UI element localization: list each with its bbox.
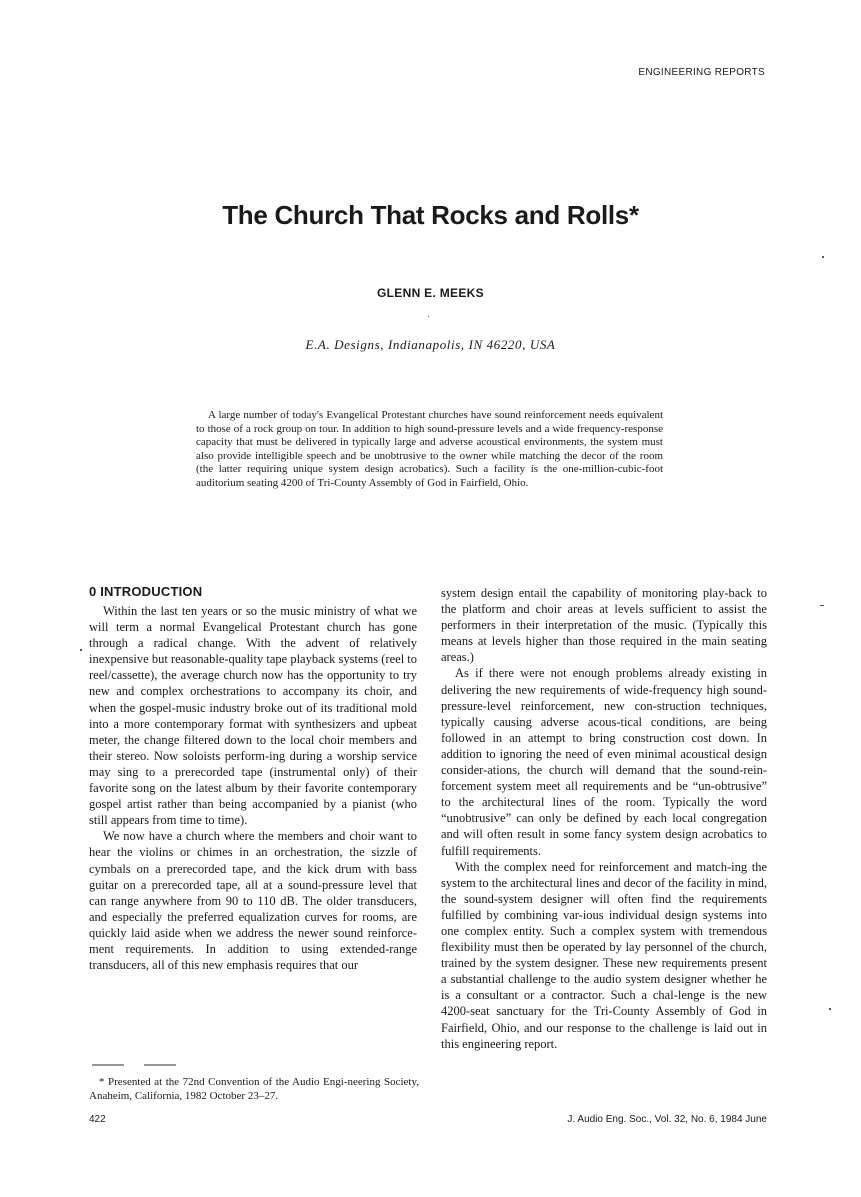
abstract-text: A large number of today's Evangelical Protestant churches have sound reinforcement needs equivalent to those of a rock group on tour. In addition to high sound-pressure levels and a wide frequency-response capacity that must be delivered in typically large and adverse acoustical environments, the system must also provide intelligible speech and be unobtrusive to the owner while matching the decor of the room (the latter requiring unique system design acrobatics). Such a facility is the one-million-cubic-foot auditorium seating 4200 of Tri-County Assembly of God in Fairfield, Ohio.	[196, 409, 663, 489]
paragraph: With the complex need for reinforcement and match-ing the system to the architectural lines and decor of the facility in mind, the sound-system designer will often find the requirements fulfilled by combining var-ious individual design systems into one complex entity. Such a complex system with tremendous flexibility must then be operated by lay personnel of the church, trained by the system designer. These new requirements present a substantial challenge to the audio system designer whether he is a consultant or a contractor. Such a chal-lenge is the new 4200-seat sanctuary for the Tri-County Assembly of God in Fairfield, Ohio, and our response to the challenge is laid out in this engineering report.	[441, 859, 767, 1051]
scan-speck	[822, 256, 824, 258]
abstract	[196, 409, 663, 491]
scan-speck	[80, 649, 82, 651]
paragraph: system design entail the capability of monitoring play-back to the platform and choir areas at levels sufficient to assist the performers in their interpretation of the music. (Typically this means at levels higher than those required in the main seating areas.)	[441, 586, 767, 665]
scan-speck	[829, 1008, 831, 1010]
author-affiliation: E.A. Designs, Indianapolis, IN 46220, USA	[305, 337, 556, 352]
scan-speck	[428, 316, 429, 317]
scan-speck	[820, 605, 824, 606]
paper-title: The Church That Rocks and Rolls*	[222, 200, 639, 230]
paragraph: Within the last ten years or so the music ministry of what we will term a normal Evangelical Protestant church has gone through a radical change. With the advent of relatively inexpensive but reasonable-quality tape playback systems (reel to reel/cassette), the average church now has the opportunity to try new and complex orchestrations to accompany its choir, and when the gospel-music industry broke out of its traditional mold into a more contemporary format with synthesizers and upbeat meter, the change filtered down to the local choir members and their stereo. Now soloists perform-ing during a worship service may sing to a prerecorded tape (instrumental only) of their favorite song on the latest album by their favorite contemporary gospel artist rather than being accompanied by a pianist (who still appears from time to time).	[89, 604, 418, 828]
journal-reference: J. Audio Eng. Soc., Vol. 32, No. 6, 1984 June	[567, 1114, 767, 1125]
footnote-rule	[92, 1059, 176, 1071]
paragraph: We now have a church where the members and choir want to hear the violins or chimes in an orchestration, the sizzle of cymbals on a prerecorded tape, and the kick drum with bass guitar on a prerecorded tape, all at a sound-pressure level that can range anywhere from 90 to 110 dB. The older transducers, and especially the preferred equalization curves for rooms, are quickly laid aside when we address the newer sound reinforce-ment requirements. In addition to using extended-range transducers, all of this new emphasis requires that our	[89, 829, 417, 973]
page-number: 422	[89, 1114, 106, 1125]
section-heading: 0 INTRODUCTION	[89, 584, 203, 599]
footnote-text: * Presented at the 72nd Convention of the Audio Engi-neering Society, Anaheim, California, 1982 October 23–27.	[89, 1076, 419, 1102]
paragraph: As if there were not enough problems already existing in delivering the new requirements of wide-frequency high sound-pressure-level reinforcement, new con-struction techniques, typically causing adverse acous-tical conditions, are being followed in an attempt to bring construction cost down. In addition to ignoring the need of even minimal acoustical design consider-ations, the church will demand that the sound-rein-forcement system meet all requirements and be “un-obtrusive” to the architectural lines of the room. Typically the word “unobtrusive” can only be defined by each local congregation and will often result in some fancy system design acrobatics to fulfill requirements.	[441, 666, 767, 858]
left-column	[89, 603, 417, 973]
right-column	[441, 585, 767, 1052]
running-head: ENGINEERING REPORTS	[638, 67, 765, 78]
footnote	[89, 1075, 419, 1103]
author-name: GLENN E. MEEKS	[377, 286, 484, 300]
